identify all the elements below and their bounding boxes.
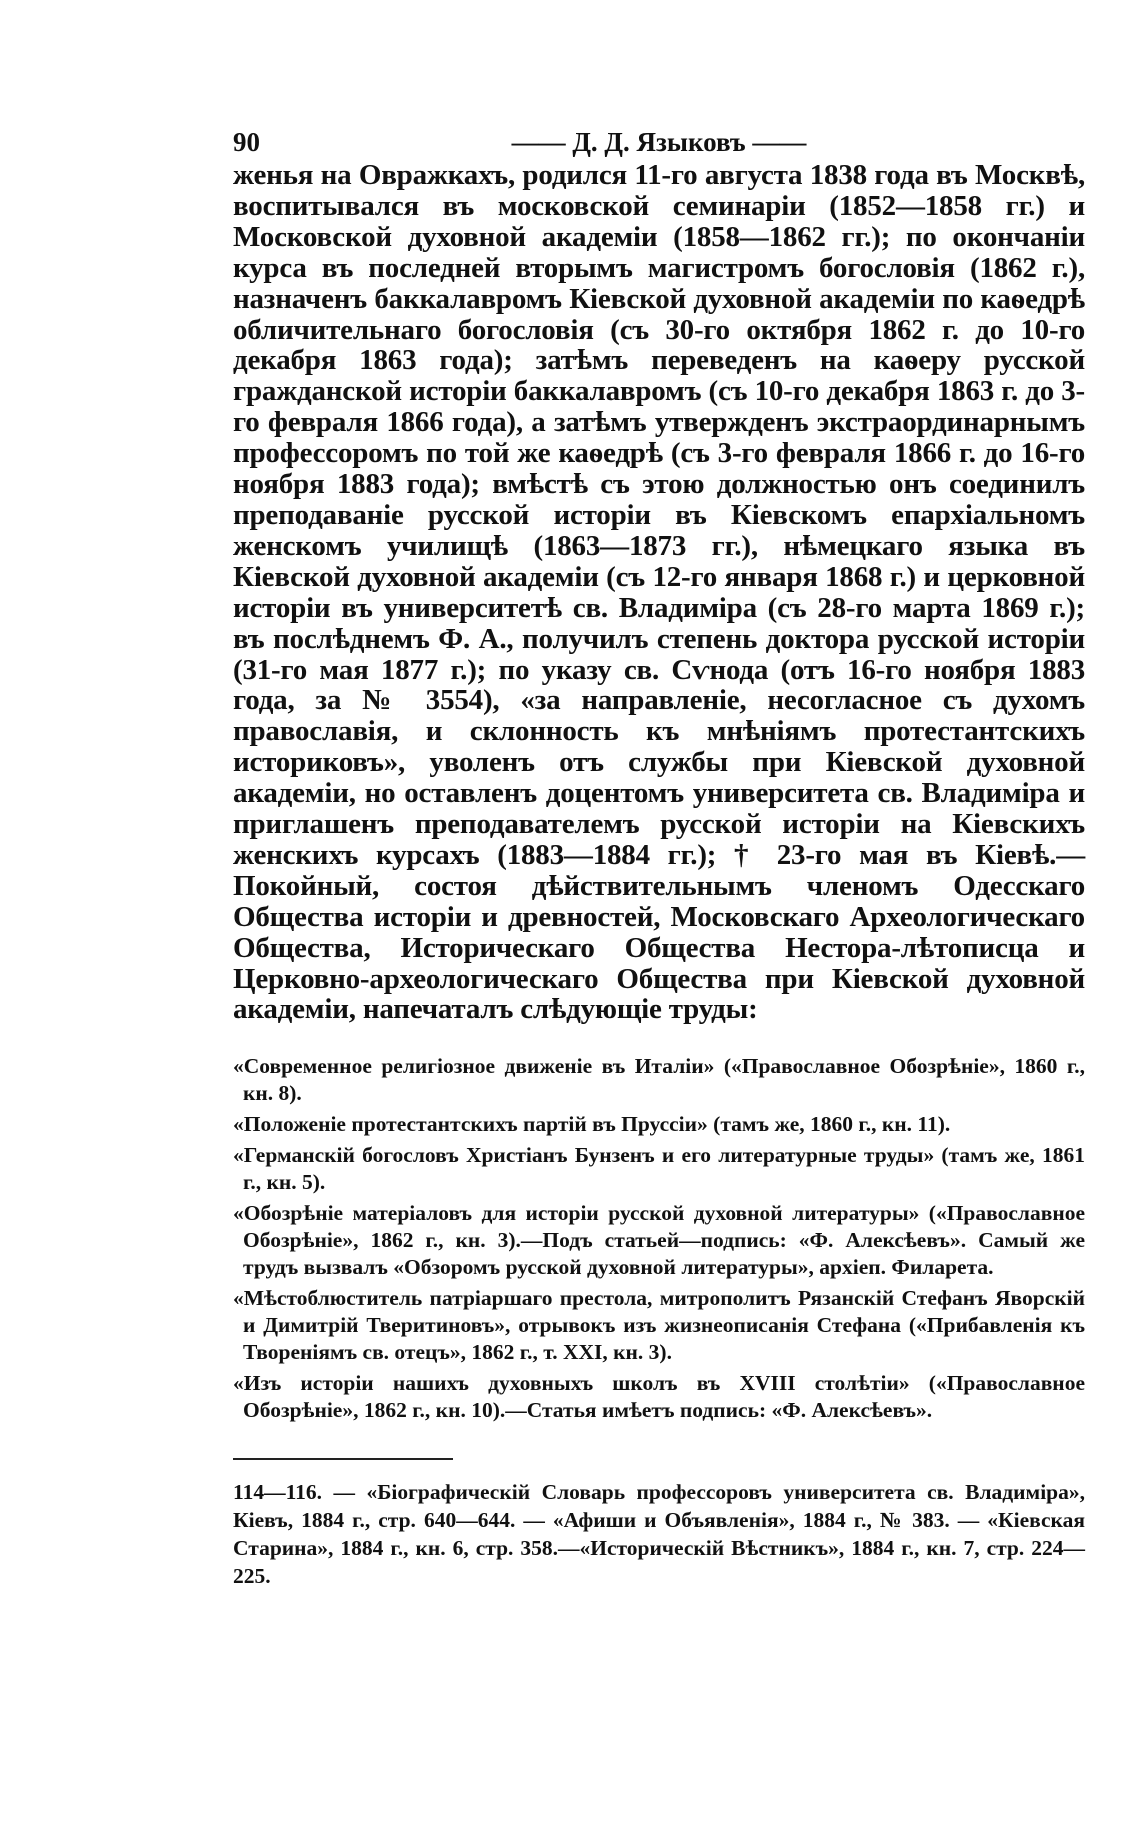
page-number: 90	[233, 127, 260, 157]
bibliography-entry: «Современное религіозное движеніе въ Италіи» («Православное Обозрѣніе», 1860 г., кн. 8).	[233, 1054, 1085, 1106]
footnote-rule	[233, 1458, 453, 1460]
running-head	[233, 118, 1085, 160]
biography-paragraph: женья на Овражкахъ, родился 11-го августа 1838 года въ Москвѣ, воспитывался въ московской семинаріи (1852—1858 гг.) и Московской духовной академіи (1858—1862 гг.); по окончаніи курса въ последней вторымъ магистромъ богословія (1862 г.), назначенъ баккалавромъ Кіевской духовной академіи по каѳедрѣ обличительнаго богословія (съ 30-го октября 1862 г. до 10-го декабря 1863 года); затѣмъ переведенъ на каѳеру русской гражданской исторіи баккалавромъ (съ 10-го декабря 1863 г. до 3-го февраля 1866 года), а затѣмъ утвержденъ экстраординарнымъ профессоромъ по той же каѳедрѣ (съ 3-го февраля 1866 г. до 16-го ноября 1883 года); вмѣстѣ съ этою должностью онъ соединилъ преподаваніе русской исторіи въ Кіевскомъ епархіальномъ женскомъ училищѣ (1863—1873 гг.), нѣмецкаго языка въ Кіевской духовной академіи (съ 12-го января 1868 г.) и церковной исторіи въ университетѣ св. Владиміра (съ 28-го марта 1869 г.); въ послѣднемъ Ф. А., получилъ степень доктора русской исторіи (31-го мая 1877 г.); по указу св. Сѵнода (отъ 16-го ноября 1883 года, за № 3554), «за направленіе, несогласное съ духомъ православія, и склонность къ мнѣніямъ протестантскихъ историковъ», уволенъ отъ службы при Кіевской духовной академіи, но оставленъ доцентомъ университета св. Владиміра и приглашенъ преподавателемъ русской исторіи на Кіевскихъ женскихъ курсахъ (1883—1884 гг.); † 23-го мая въ Кіевѣ.— Покойный, состоя дѣйствительнымъ членомъ Одесскаго Общества исторіи и древностей, Московскаго Археологическаго Общества, Историческаго Общества Нестора-лѣтописца и Церковно-археологическаго Общества при Кіевской духовной академіи, напечаталъ слѣдующіе труды:	[233, 159, 1085, 1026]
footnote-text: 114—116. — «Біографическій Словарь профессоровъ университета св. Владиміра», Кіевъ, 1884 г., стр. 640—644. — «Афиши и Объявленія», 1884 г., № 383. — «Кіевская Старина», 1884 г., кн. 6, стр. 358.—«Историческій Вѣстникъ», 1884 г., кн. 7, стр. 224—225.	[233, 1480, 1085, 1589]
bibliography-entry: «Германскій богословъ Христіанъ Бунзенъ и его литературные труды» (тамъ же, 1861 г., кн. 5).	[233, 1143, 1085, 1195]
bibliography-list	[233, 1053, 1085, 1424]
book-page	[233, 118, 1085, 1590]
bibliography-entry: «Мѣстоблюститель патріаршаго престола, митрополитъ Рязанскій Стефанъ Яворскій и Димитрій Тверитиновъ», отрывокъ изъ жизнеописанія Стефана («Прибавленія къ Твореніямъ св. отецъ», 1862 г., т. XXI, кн. 3).	[233, 1286, 1085, 1365]
bibliography-entry: «Обозрѣніе матеріаловъ для исторіи русской духовной литературы» («Православное Обозрѣніе», 1862 г., кн. 3).—Подъ статьей—подпись: «Ф. Алексѣевъ». Самый же трудъ вызвалъ «Обзоромъ русской духовной литературы», архіеп. Филарета.	[233, 1201, 1085, 1280]
bibliography-entry: «Положеніе протестантскихъ партій въ Пруссіи» (тамъ же, 1860 г., кн. 11).	[233, 1112, 951, 1137]
running-title: —— Д. Д. Языковъ ——	[511, 127, 807, 157]
bibliography-entry: «Изъ исторіи нашихъ духовныхъ школъ въ XVIII столѣтіи» («Православное Обозрѣніе», 1862 г., кн. 10).—Статья имѣетъ подпись: «Ф. Алексѣевъ».	[233, 1371, 1085, 1423]
